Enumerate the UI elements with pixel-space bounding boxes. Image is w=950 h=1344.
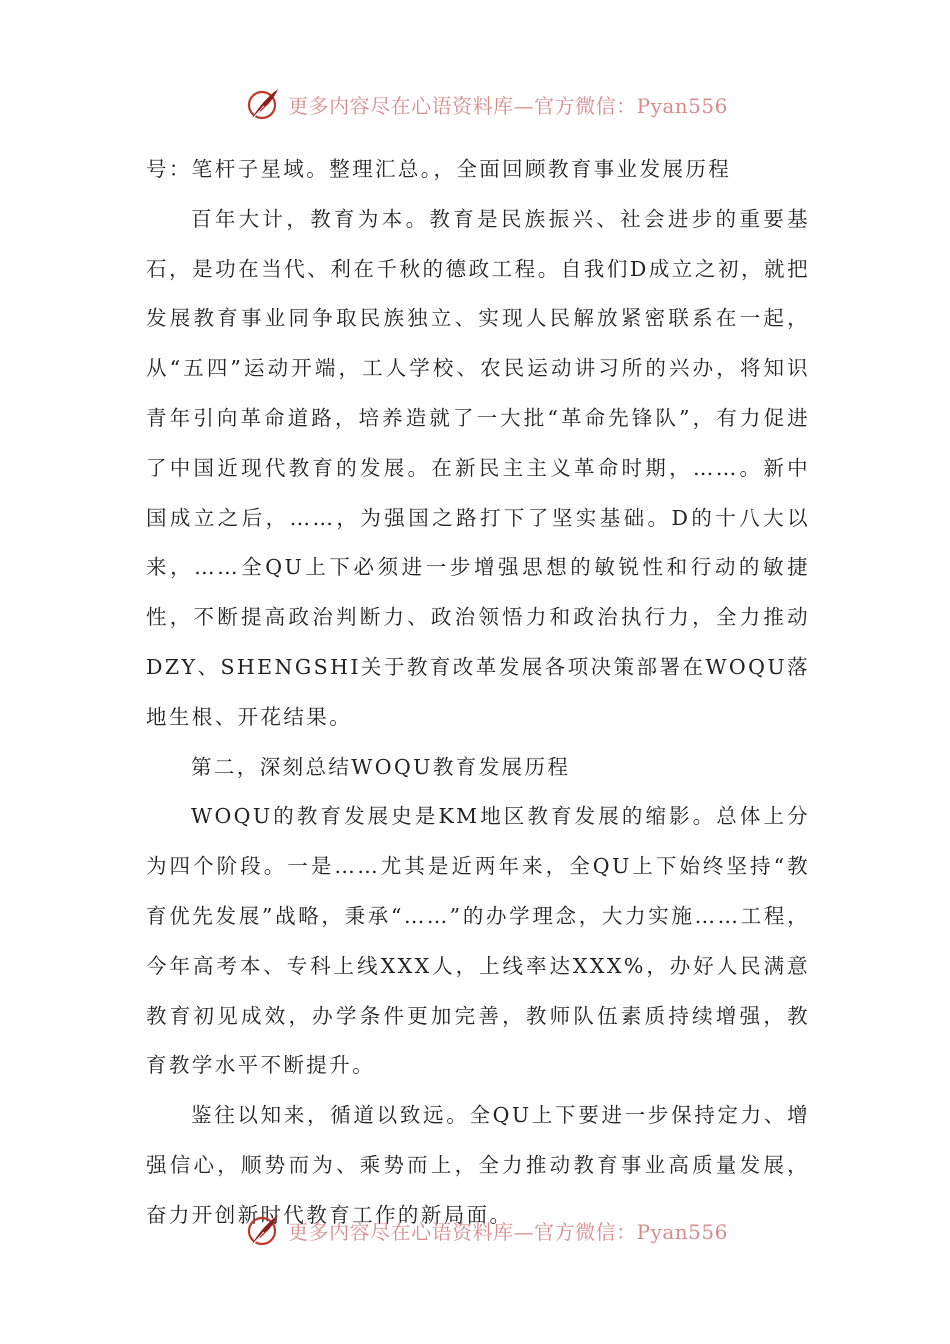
header-banner-inner <box>244 84 728 124</box>
quill-pen-circle-icon <box>244 84 284 124</box>
footer-banner-inner <box>244 1210 728 1250</box>
header-banner <box>0 82 950 126</box>
paragraph-history: 百年大计，教育为本。教育是民族振兴、社会进步的重要基石，是功在当代、利在千秋的德政工程。自我们D成立之初，就把发展教育事业同争取民族独立、实现人民解放紧密联系在一起，从“五四”运动开端，工人学校、农民运动讲习所的兴办，将知识青年引向革命道路，培养造就了一大批“革命先锋队”，有力促进了中国近现代教育的发展。在新民主主义革命时期，……。新中国成立之后，……，为强国之路打下了坚实基础。D的十八大以来，……全QU上下必须进一步增强思想的敏锐性和行动的敏捷性，不断提高政治判断力、政治领悟力和政治执行力，全力推动DZY、SHENGSHI关于教育改革发展各项决策部署在WOQU落地生根、开花结果。 <box>146 206 810 729</box>
footer-banner-text: 更多内容尽在心语资料库—官方微信：Pyan556 <box>288 1219 728 1244</box>
paragraph-stages: WOQU的教育发展史是KM地区教育发展的缩影。总体上分为四个阶段。一是……尤其是近两年来，全QU上下始终坚持“教育优先发展”战略，秉承“……”的办学理念，大力实施……工程，今年高考本、专科上线XXX人，上线率达XXX%，办好人民满意教育初见成效，办学条件更加完善，教师队伍素质持续增强，教育教学水平不断提升。 <box>146 804 810 1078</box>
paragraph-intro: 号：笔杆子星域。整理汇总。，全面回顾教育事业发展历程 <box>146 157 732 181</box>
document-body <box>146 145 810 1241</box>
paragraph-conclusion: 鉴往以知来，循道以致远。全QU上下要进一步保持定力、增强信心，顺势而为、乘势而上，全力推动教育事业高质量发展，奋力开创新时代教育工作的新局面。 <box>146 1103 810 1227</box>
header-banner-text: 更多内容尽在心语资料库—官方微信：Pyan556 <box>288 93 728 118</box>
section-heading: 第二，深刻总结WOQU教育发展历程 <box>191 754 571 779</box>
quill-pen-circle-icon <box>244 1210 284 1250</box>
footer-banner <box>0 1208 950 1252</box>
